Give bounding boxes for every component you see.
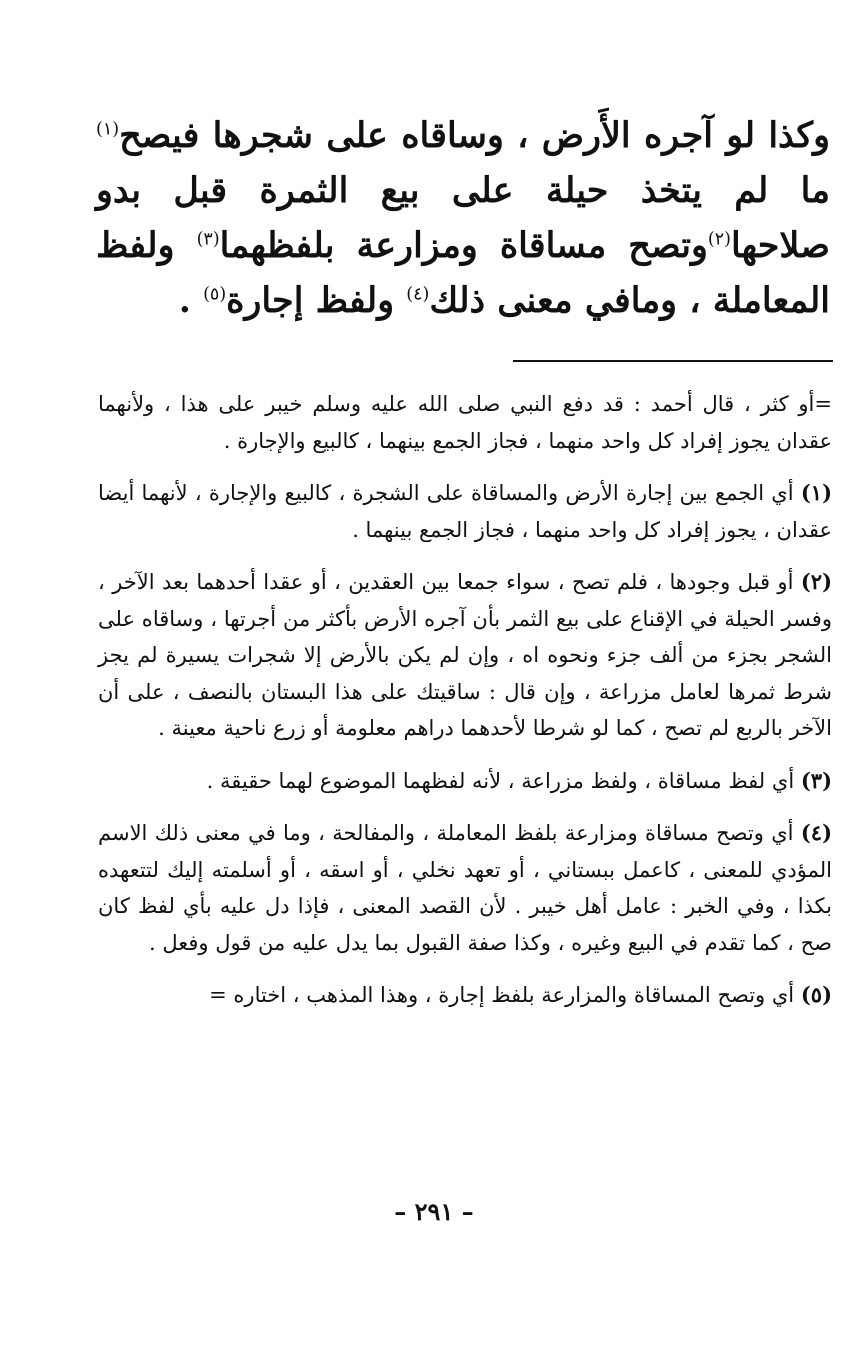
main-text-segment: ما لم يتخذ حيلة على بيع الثمرة قبل بدو صلاحها [96, 170, 830, 266]
footnote-ref-4: (٤) [406, 284, 430, 305]
footnote-continuation [98, 386, 832, 459]
footnote-number: (٣) [800, 767, 832, 793]
main-text-period: . [178, 280, 191, 321]
footnote-text: أي لفظ مساقاة ، ولفظ مزراعة ، لأنه لفظهما الموضوع لهما حقيقة . [206, 768, 795, 793]
footnote-ref-3: (٣) [196, 229, 220, 250]
footnote-text: أي وتصح مساقاة ومزارعة بلفظ المعاملة ، والمفالحة ، وما في معنى ذلك الاسم المؤدي للمعنى ، كاعمل ببستاني ، أو تعهد نخلي ، أو اسقه ، أو أسلمته إليك لتتعهده بكذا ، وفي الخبر : عامل أهل خيبر . لأن القصد المعنى ، فإذا دل عليه بأي لفظ كان صح ، كما تقدم في البيع وغيره ، وكذا صفة القبول بما يدل عليه من قول وفعل . [98, 821, 832, 955]
footnote-ref-5: (٥) [203, 284, 227, 305]
footnote-3 [98, 763, 832, 800]
footnote-text: أي الجمع بين إجارة الأرض والمساقاة على الشجرة ، كالبيع والإجارة ، لأنهما أيضا عقدان ، يجوز إفراد كل واحد منهما ، فجاز الجمع بينهما . [98, 481, 832, 542]
footnote-1 [98, 475, 832, 548]
footnote-ref-2: (٢) [707, 229, 731, 250]
footnote-number: (١) [800, 480, 832, 505]
footnote-text: أي وتصح المساقاة والمزارعة بلفظ إجارة ، وهذا المذهب ، اختاره = [209, 983, 795, 1007]
main-text-segment: ولفظ إجارة [226, 280, 395, 321]
footnote-4 [98, 815, 832, 961]
footnotes [98, 386, 832, 1030]
footnote-number: (٤) [800, 820, 833, 845]
footnote-5 [98, 977, 832, 1014]
footnote-2 [98, 564, 832, 747]
footnote-text: أو قبل وجودها ، فلم تصح ، سواء جمعا بين العقدين ، أو عقدا أحدهما بعد الآخر ، وفسر الحيلة في الإقناع على بيع الثمر بأن آجره الأرض بأكثر من أجرتها ، وساقاه على الشجر بجزء من ألف جزء ونحوه اه ، وإن لم يكن بالأرض إلا شجرات يسيرة لم يجز شرط ثمرها لعامل مزراعة ، وإن قال : ساقيتك على هذا البستان بالنصف ، على أن الآخر بالربع لم تصح ، كما لو شرطا لأحدهما دراهم معلومة أو زرع ناحية معينة . [98, 570, 832, 740]
main-text-segment: ولفظ المعاملة ، ومافي معنى ذلك [96, 225, 830, 321]
footnote-ref-1: (١) [96, 119, 120, 140]
footnote-separator [513, 360, 833, 362]
page-number: – ٢٩١ – [394, 1197, 474, 1226]
footnote-number: (٥) [800, 982, 832, 1007]
main-text-segment: وتصح مساقاة ومزارعة بلفظهما [219, 225, 708, 266]
main-text-segment: وكذا لو آجره الأَرض ، وساقاه على شجرها فيصح [119, 115, 830, 156]
main-text [96, 108, 830, 328]
footnote-text: =أو كثر ، قال أحمد : قد دفع النبي صلى الله عليه وسلم خيبر على هذا ، ولأنهما عقدان يجوز إفراد كل واحد منهما ، فجاز الجمع بينهما ، كالبيع والإجارة . [98, 392, 832, 453]
footnote-number: (٢) [800, 569, 832, 594]
